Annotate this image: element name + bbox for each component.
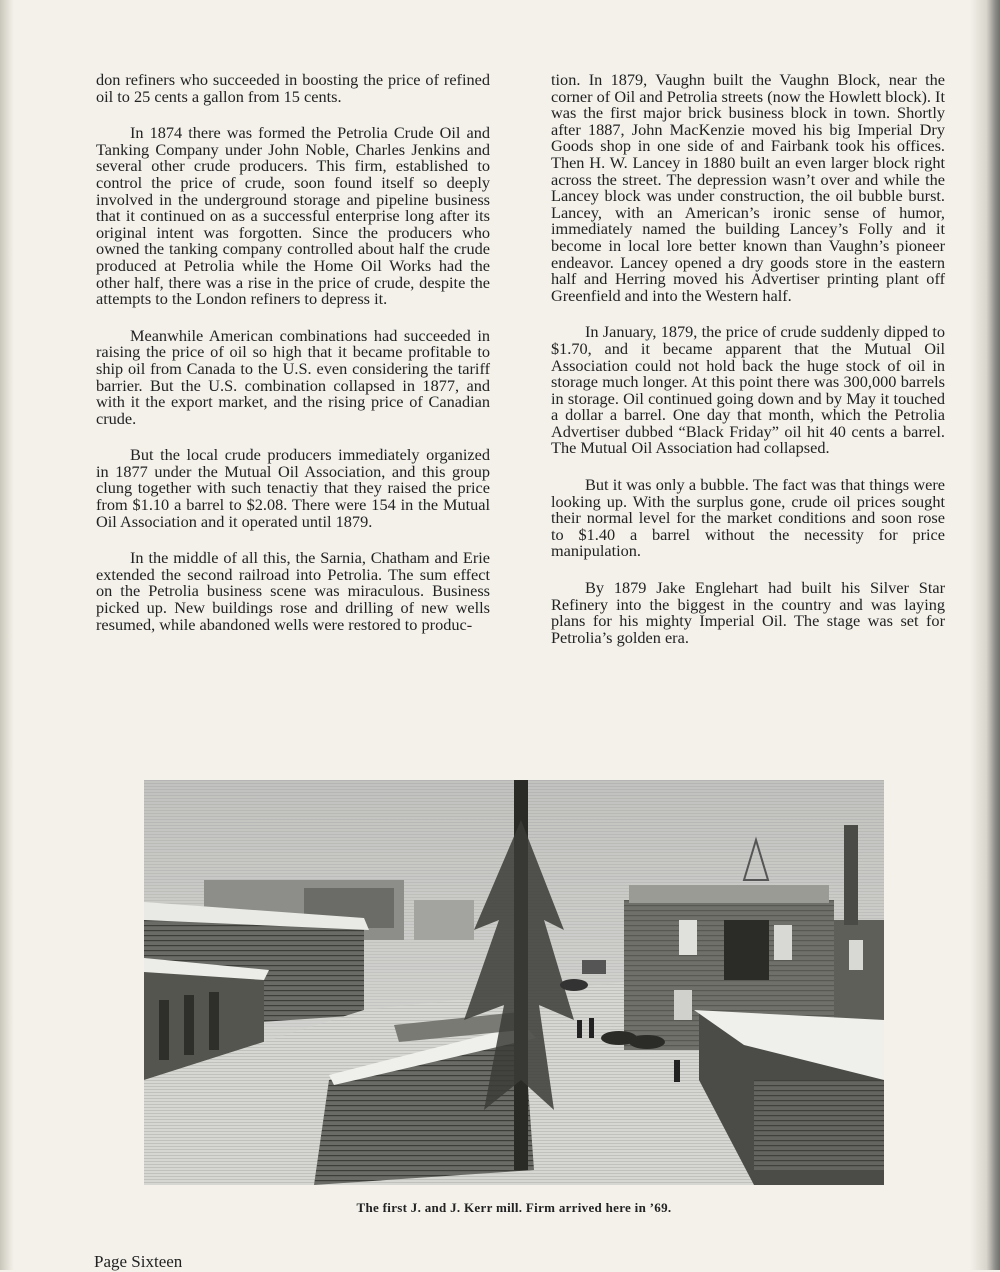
paragraph: But the local crude producers immediately organized in 1877 under the Mutual Oil Association, and this group clung together with such tenactiy that they raised the price from $1.10 a barrel to $2.08. There were 154 in the Mutual Oil Association and it operated until 1879.: [96, 445, 490, 531]
photo-caption: The first J. and J. Kerr mill. Firm arrived here in ’69.: [356, 1200, 672, 1215]
paragraph: don refiners who succeeded in boosting the price of refined oil to 25 cents a gallon from 15 cents.: [96, 70, 490, 106]
paragraph: In the middle of all this, the Sarnia, Chatham and Erie extended the second railroad into Petrolia. The sum effect on the Petrolia business scene was miraculous. Business picked up. New buildings rose and drilling of new wells resumed, while abandoned wells were restored to produc-: [96, 548, 490, 634]
paragraph: tion. In 1879, Vaughn built the Vaughn Block, near the corner of Oil and Petrolia streets (now the Howlett block). It was the first major brick business block in town. Shortly after 1887, John MacKenzie moved his big Imperial Dry Goods shop in one side of and Fairbank took his offices. Then H. W. Lancey in 1880 built an even larger block right across the street. The depression wasn’t over and while the Lancey block was under construction, the oil bubble burst. Lancey, with an American’s ironic sense of humor, immediately named the building Lancey’s Folly and it become in local lore better known than Vaughn’s pioneer endeavor. Lancey opened a dry goods store in the eastern half and Herring moved his Advertiser printing plant off Greenfield and into the Western half.: [551, 70, 945, 305]
page-binding-shadow: [0, 0, 14, 1270]
paragraph: In January, 1879, the price of crude suddenly dipped to $1.70, and it became apparent that the Mutual Oil Association could not hold back the huge stock of oil in storage much longer. At this point there was 300,000 barrels in storage. Oil continued going down and by May it touched a dollar a barrel. One day that month, which the Petrolia Advertiser dubbed “Black Friday” oil hit 40 cents a barrel. The Mutual Oil Association had collapsed.: [551, 322, 945, 458]
page-edge-shadow: [970, 0, 1000, 1270]
page-number: Page Sixteen: [94, 1252, 183, 1271]
paragraph: By 1879 Jake Englehart had built his Silver Star Refinery into the biggest in the country and was laying plans for his mighty Imperial Oil. The stage was set for Petrolia’s golden era.: [551, 578, 945, 647]
article-right-column: [551, 72, 945, 666]
paragraph: Meanwhile American combinations had succeeded in raising the price of oil so high that it became profitable to ship oil from Canada to the U.S. even considering the tariff barrier. But the U.S. combination collapsed in 1877, and with it the export market, and the rising price of Canadian crude.: [96, 325, 490, 428]
paragraph: But it was only a bubble. The fact was that things were looking up. With the surplus gone, crude oil prices sought their normal level for the market conditions and soon rose to $1.40 a barrel without the necessity for price manipulation.: [551, 475, 945, 561]
paragraph: In 1874 there was formed the Petrolia Crude Oil and Tanking Company under John Noble, Charles Jenkins and several other crude producers. This firm, established to control the price of crude, soon found itself so deeply involved in the underground storage and pipeline business that it continued on as a successful enterprise long after its original intent was forgotten. Since the producers who owned the tanking company controlled about half the crude produced at Petrolia while the Home Oil Works had the other half, there was a rise in the price of crude, despite the attempts to the London refiners to depress it.: [96, 123, 490, 309]
historic-mill-photo: [144, 780, 884, 1185]
article-left-column: [96, 72, 490, 653]
